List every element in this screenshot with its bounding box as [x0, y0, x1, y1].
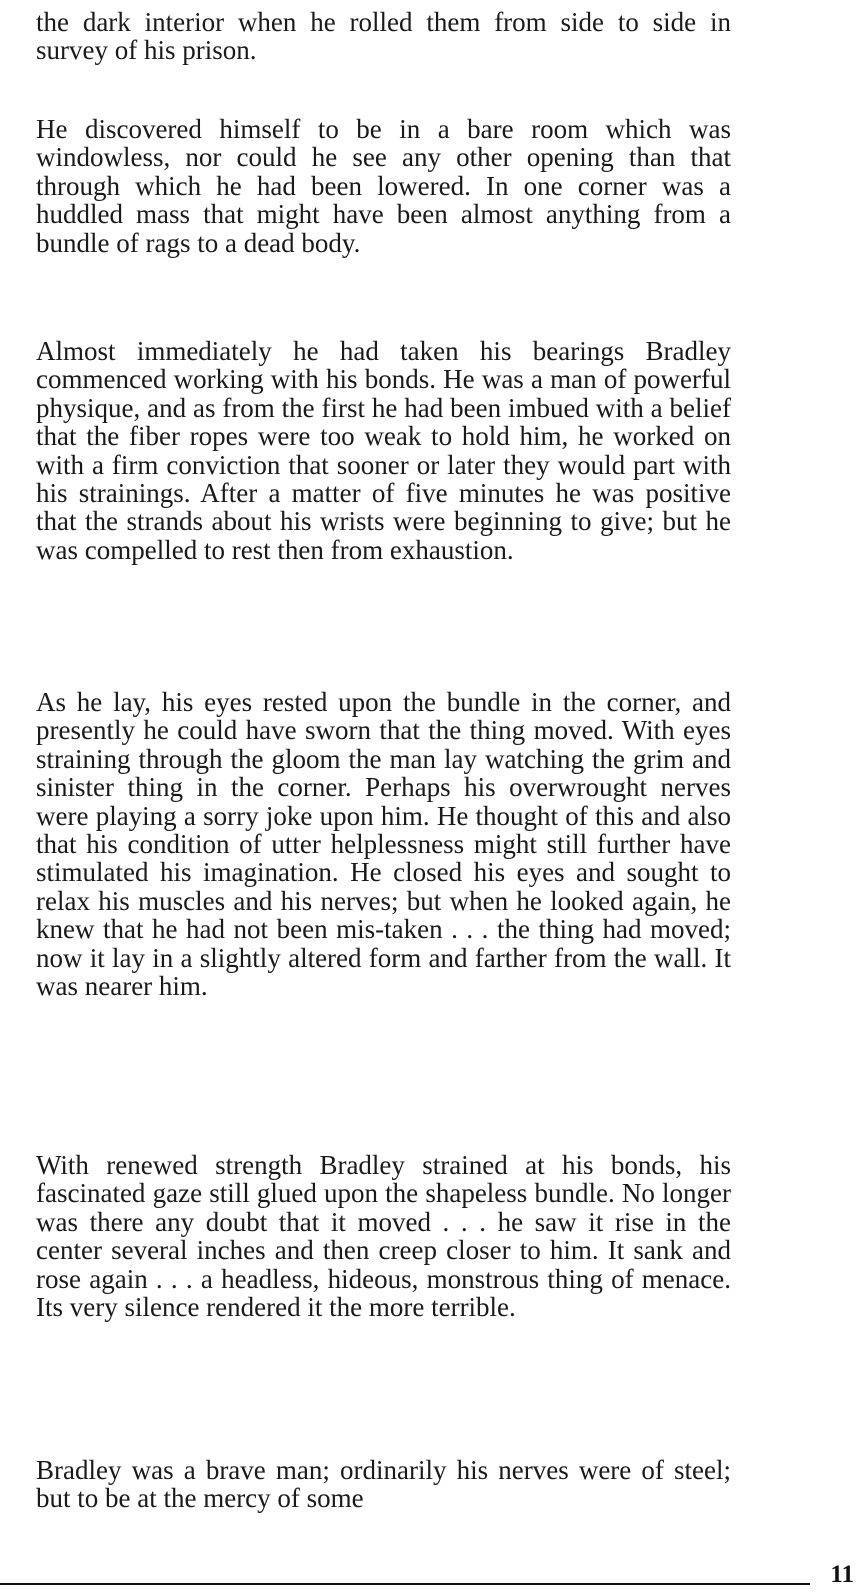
footer-rule	[0, 1583, 810, 1585]
paragraph-4: As he lay, his eyes rested upon the bundle in the corner, and presently he could have sworn that the thing moved. With eyes straining through the gloom the man lay watching the grim and sinister thing in the corner. Perhaps his overwrought nerves were playing a sorry joke upon him. He thought of this and also that his condition of utter helplessness might still further have stimulated his imagination. He closed his eyes and sought to relax his muscles and his nerves; but when he looked again, he knew that he had not been mis-taken . . . the thing had moved; now it lay in a slightly altered form and farther from the wall. It was nearer him.	[36, 687, 731, 1002]
paragraph-6: Bradley was a brave man; ordinarily his nerves were of steel; but to be at the mercy of some	[36, 1455, 731, 1514]
paragraph-5: With renewed strength Bradley strained at his bonds, his fascinated gaze still glued upon the shapeless bundle. No longer was there any doubt that it moved . . . he saw it rise in the center several inches and then creep closer to him. It sank and rose again . . . a headless, hideous, monstrous thing of menace. Its very silence rendered it the more terrible.	[36, 1150, 731, 1323]
paragraph-2: He discovered himself to be in a bare room which was windowless, nor could he see any other opening than that through which he had been lowered. In one corner was a huddled mass that might have been almost anything from a bundle of rags to a dead body.	[36, 114, 731, 258]
paragraph-3: Almost immediately he had taken his bearings Bradley commenced working with his bonds. He was a man of powerful physique, and as from the first he had been imbued with a belief that the fiber ropes were too weak to hold him, he worked on with a firm conviction that sooner or later they would part with his strainings. After a matter of five minutes he was positive that the strands about his wrists were beginning to give; but he was compelled to rest then from exhaustion.	[36, 336, 731, 565]
paragraph-1: the dark interior when he rolled them from side to side in survey of his prison.	[36, 7, 731, 66]
page-number: 11	[830, 1561, 854, 1588]
